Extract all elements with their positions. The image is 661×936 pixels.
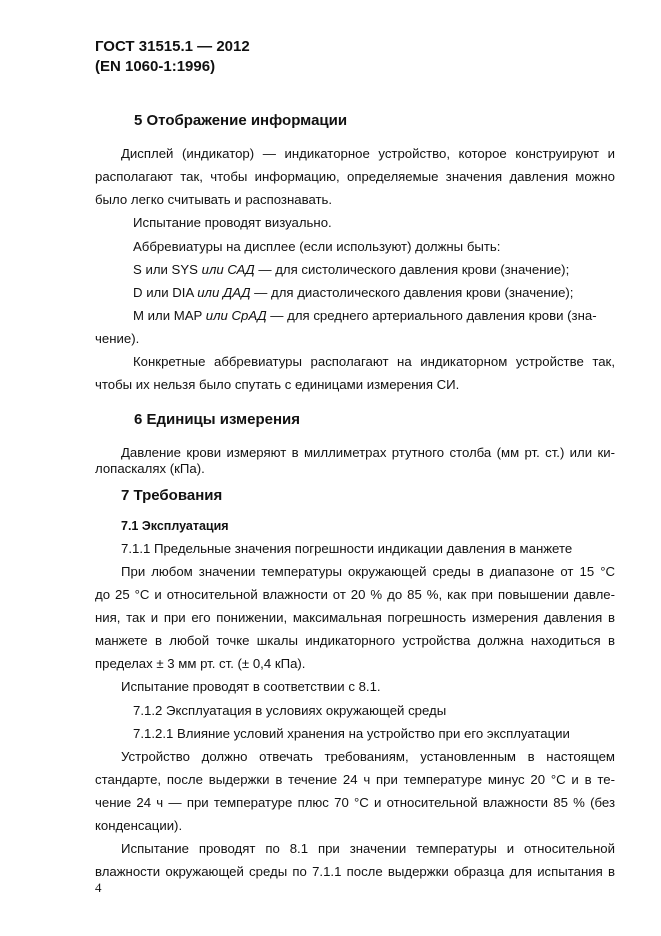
text-line: чение).	[95, 331, 140, 346]
text-line: стандарте, после выдержки в течение 24 ч при температуре минус 20 °C и в те-	[95, 772, 615, 787]
section-7-title: 7 Требования	[121, 487, 223, 504]
standard-number: ГОСТ 31515.1 — 2012	[95, 38, 250, 55]
text-line: лопаскалях (кПа).	[95, 461, 205, 476]
abbrev-map-line	[133, 308, 597, 324]
text-line: Дисплей (индикатор) — индикаторное устройство, которое конструируют и	[121, 146, 615, 161]
text-line: располагают так, чтобы информацию, определяемые значения давления можно	[95, 169, 615, 184]
text-line: манжете в любой точке шкалы индикаторного устройства должна находиться в	[95, 633, 615, 648]
text-line: При любом значении температуры окружающей среды в диапазоне от 15 °C	[121, 564, 615, 579]
abbrev-sys-line	[133, 262, 569, 278]
text-line: Давление крови измеряют в миллиметрах ртутного столба (мм рт. ст.) или ки-	[121, 445, 615, 460]
section-6-title: 6 Единицы измерения	[134, 411, 301, 428]
text-line: Испытание проводят в соответствии с 8.1.	[121, 679, 381, 694]
abbrev-dia-line	[133, 285, 573, 301]
abbrev-map-ru: или СрАД	[205, 308, 267, 323]
abbrev-map-code: M или MAP	[133, 308, 206, 323]
abbrev-sys-code: S или SYS	[133, 262, 202, 277]
clause-7-1-2-1-title: 7.1.2.1 Влияние условий хранения на устройство при его эксплуатации	[133, 726, 570, 741]
text-line: Аббревиатуры на дисплее (если используют) должны быть:	[133, 239, 501, 254]
section-5-title: 5 Отображение информации	[134, 112, 348, 129]
abbrev-sys-ru: или САД	[201, 262, 255, 277]
text-line: чтобы их нельзя было спутать с единицами измерения СИ.	[95, 377, 460, 392]
text-line: Испытание проводят визуально.	[133, 215, 332, 230]
abbrev-dia-ru: или ДАД	[197, 285, 251, 300]
text-line: влажности окружающей среды по 7.1.1 после выдержки образца для испытания в	[95, 864, 615, 879]
text-line: конденсации).	[95, 818, 183, 833]
text-line: Испытание проводят по 8.1 при значении температуры и относительной	[121, 841, 615, 856]
clause-7-1-2-title: 7.1.2 Эксплуатация в условиях окружающей среды	[133, 703, 447, 718]
abbrev-map-desc: — для среднего артериального давления крови (зна-	[266, 308, 597, 323]
text-line: ния, так и при его понижении, максимальная погрешность измерения давления в	[95, 610, 615, 625]
page-number: 4	[95, 880, 102, 895]
abbrev-dia-desc: — для диастолического давления крови (значение);	[250, 285, 574, 300]
text-line: чение 24 ч — при температуре плюс 70 °C и относительной влажности 85 % (без	[95, 795, 615, 810]
text-line: пределах ± 3 мм рт. ст. (± 0,4 кПа).	[95, 656, 306, 671]
text-line: до 25 °C и относительной влажности от 20 % до 85 %, как при повышении давле-	[95, 587, 615, 602]
standard-equivalent: (EN 1060-1:1996)	[95, 58, 216, 75]
subsection-7-1-title: 7.1 Эксплуатация	[121, 519, 229, 533]
abbrev-sys-desc: — для систолического давления крови (значение);	[254, 262, 570, 277]
abbrev-dia-code: D или DIA	[133, 285, 198, 300]
clause-7-1-1-title: 7.1.1 Предельные значения погрешности индикации давления в манжете	[121, 541, 573, 556]
text-line: было легко считывать и распознавать.	[95, 192, 333, 207]
text-line: Устройство должно отвечать требованиям, установленным в настоящем	[121, 749, 615, 764]
text-line: Конкретные аббревиатуры располагают на индикаторном устройстве так,	[133, 354, 615, 369]
